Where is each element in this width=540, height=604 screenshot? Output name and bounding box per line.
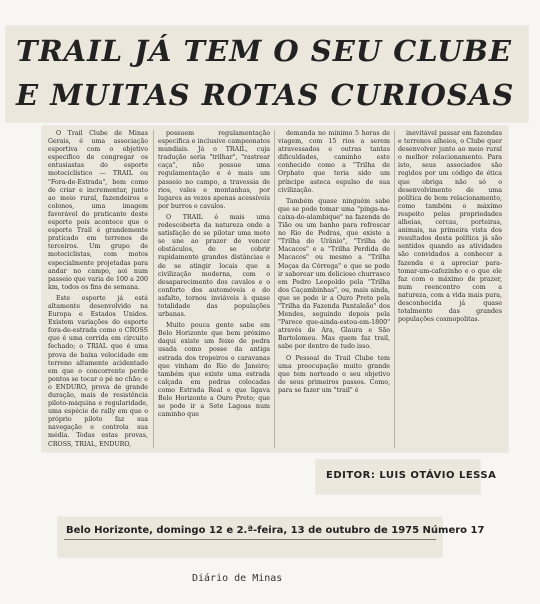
- article-paragraph: O Pessoal do Trail Clube tem uma preocupação muito grande que tem norteado o seu objetivo de seus primeiros passos. Como, para se fazer um "trail" é: [278, 354, 390, 394]
- article-column-2: [158, 130, 270, 448]
- dateline: Belo Horizonte, domingo 12 e 2.ª-feira, 13 de outubro de 1975 Número 17: [66, 525, 485, 536]
- article-paragraph: Muito pouca gente sabe em Belo Horizonte que bem próximo daqui existe um feixe de pedra usada como posse da antiga estrada dos tropeiros e caravanas que vinham do Rio de Janeiro; também que existe uma estrada calçada em pedras colocadas como Estrada Real e que ligava Belo Horizonte a Ouro Preto; que se pode ir a Sete Lagoas num caminho que: [158, 322, 270, 419]
- headline-line-2: E MUITAS ROTAS CURIOSAS: [16, 78, 515, 112]
- article-paragraph: possuem regulamentação especifica e inclusive campeonatos mundiais. Já o TRAIL, cuja tradução seria "trilhar", "rastrear caça", não possue uma regulamentação e é mais um passeio no campo, a travessia de rios, vales e montanhas, por lugares as vezes apenas acessíveis por burros e cavalos.: [158, 130, 270, 210]
- headline-clipping: [6, 26, 528, 122]
- article-column-4: [398, 130, 502, 448]
- article-column-1: [48, 130, 148, 448]
- article-paragraph: O Trail Clube de Minas Gerais, é uma associação esportiva com o objetivo especifico de congregar os entusiastas do esporte motociclístico — TRAIL ou "Fora-de-Estrada", bem como de criar e incrementar, junto ao meio rural, fazendeiros e colonos, uma imagem favorável do praticante deste esporte pois acontece que o esporte Trail é grandemente praticado em terrenos de terceiros. Um grupo de motociclistas, com motos especialmente projetadas para andar no campo, aoi num passeio que varia de 100 a 200 km, todos os fins de semana.: [48, 130, 148, 291]
- column-divider: [274, 130, 275, 448]
- article-paragraph: inevitável passar em fazendas e terrenos alheios, o Clube quer desenvolver junto ao meio rural o melhor relacionamento. Para isto, seus associados são regidos por um código de ética que obriga não só o desenvolvimento de uma política de bom relacionamento, como também o máximo respeito pelas propriedades alheias, cercas, porteiras, animais, na primeira vista dos resultados desta política já são sentidos quando as atividades são convidados a conhecer a fazenda e a apreciar para-tomar-um-cafezinho e o que ele faz com o máximo de prazer, num reencontro com a natureza, com a vida mais pura, desconhecida já quase totalmente das grandes populações cosmopolitas.: [398, 130, 502, 324]
- column-divider: [153, 130, 154, 448]
- article-paragraph: Este esporte já está altamente desenvolvido na Europa e Estados Unidos. Existem variações do esporte fora-de-estrada como o CROSS que é uma corrida em circuito fechado; o TRIAL que é uma prova de baixa velocidade em terreno altamente acidentado em que o concorrente perde pontos se tocar o pé no chão; e o ENDURO, prova de grande duração, mais de resistência piloto-máquina e regularidade, uma espécie de rally em que o próprio piloto faz sua navegação e controla sua média. Todas estas provas, CROSS, TRIAL, ENDURO,: [48, 294, 148, 448]
- article-paragraph: O TRAIL é mais uma redescoberta da natureza onde a satisfação de se pilotar uma moto se une ao prazer de vencer obstáculos, de se cobrir rapidamente grandes distâncias e de se atingir locais que a civilização moderna, com o desaparecimento dos cavalos e o conforto dos automóveis e do asfalto, tornou inviáveis à quase totalidade das populações urbanas.: [158, 213, 270, 319]
- dateline-rule: [64, 539, 436, 540]
- article-paragraph: Também quase ninguém sabe que se pode tomar uma "pinga-na-caixa-do-alambique" na fazenda de Tião ou um banho para refrescar no Rio de Pedras, que existe a "Trilha do Urânio", "Trilha de Macacos" e a "Trilha Perdida de Macacos" ou mesmo a "Trilha Moças da Córrega" e que se pode ir saborear um delicioso churrasco em Pedro Leopoldo pela "Trilha dos Caçambinhas", ou, mais ainda, que se pode ir a Ouro Preto pela "Trilha da Fazenda Pantaleão" dos Mendes, seguindo depois pela "Parece que-ainda-estou-em-1800" através de Ara, Glaura e São Bartolomeu. Mas quem faz trail, sabe por dentro de tudo isso.: [278, 197, 390, 351]
- editor-credit: EDITOR: LUIS OTÁVIO LESSA: [326, 470, 497, 481]
- article-column-3: [278, 130, 390, 448]
- article-clipping: [42, 126, 508, 452]
- dateline-clipping: [58, 517, 485, 557]
- editor-clipping: [316, 460, 497, 494]
- source-label: Diário de Minas: [192, 573, 283, 584]
- headline-line-1: TRAIL JÁ TEM O SEU CLUBE: [16, 34, 513, 68]
- article-paragraph: demanda no mínimo 5 horas de viagem, com 15 rios a serem atravessados e outras tantas dificuldades, caminho este conhecido como a "Trilha de Orphato que teria sido um príncipe asteca espulso de sua civilização.: [278, 130, 390, 194]
- column-divider: [394, 130, 395, 448]
